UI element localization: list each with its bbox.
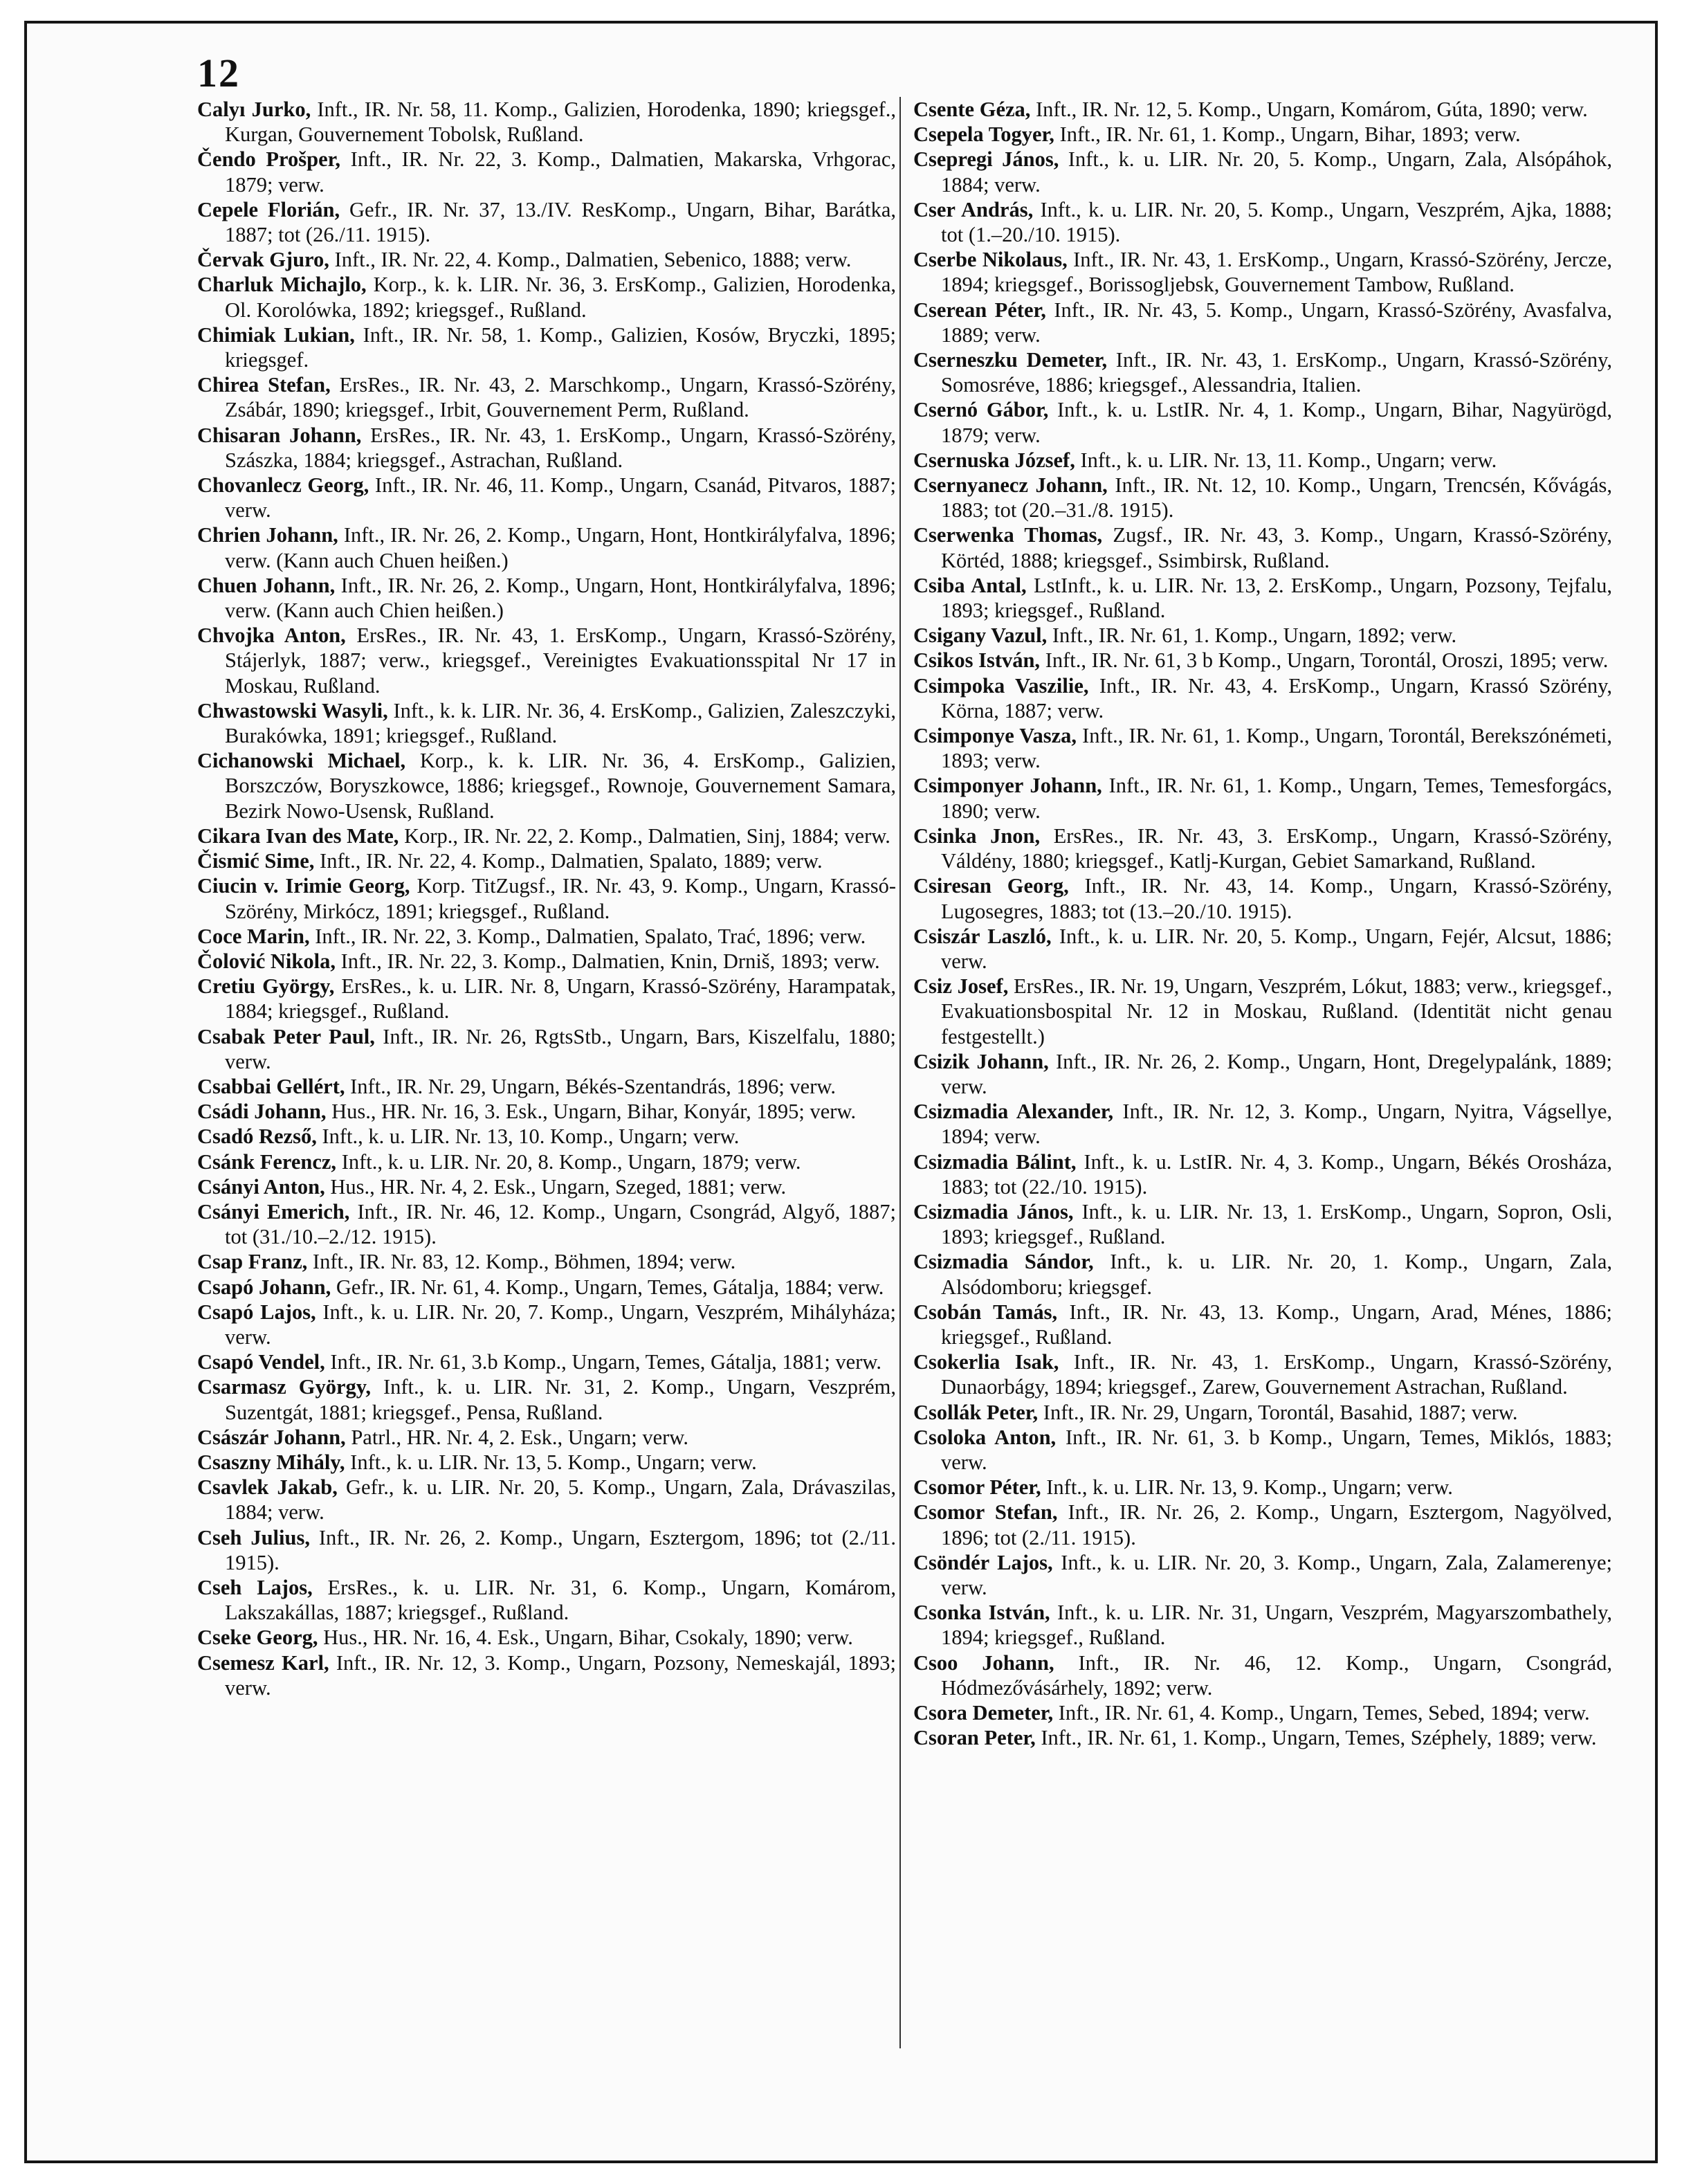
list-entry	[913, 1149, 1612, 1199]
entry-name: Cseh Julius,	[197, 1525, 310, 1549]
entry-name: Csaszny Mihály,	[197, 1450, 345, 1474]
list-entry	[197, 1425, 896, 1450]
list-entry	[197, 272, 896, 322]
entry-name: Csomor Péter,	[913, 1475, 1041, 1500]
entry-name: Csapó Lajos,	[197, 1300, 316, 1324]
entry-name: Chimiak Lukian,	[197, 322, 355, 347]
list-entry	[913, 97, 1612, 122]
list-entry	[197, 1074, 896, 1099]
entry-name: Csizmadia János,	[913, 1199, 1074, 1223]
list-entry	[197, 473, 896, 522]
entry-details: ErsRes., k. u. LIR. Nr. 8, Ungarn, Krassó-Szörény, Harampatak, 1884; kriegsgef., Rußland.	[225, 974, 896, 1023]
entry-name: Chrien Johann,	[197, 523, 338, 547]
entry-details: Inft., IR. Nr. 61, 1. Komp., Ungarn, Torontál, Berekszónémeti, 1893; verw.	[941, 724, 1612, 773]
entry-details: Inft., IR. Nr. 46, 12. Komp., Ungarn, Csongrád, Algyő, 1887; tot (31./10.–2./12. 1915).	[225, 1199, 896, 1249]
entry-name: Csoran Peter,	[913, 1726, 1036, 1750]
entry-details: Inft., IR. Nr. 29, Ungarn, Torontál, Basahid, 1887; verw.	[1038, 1400, 1518, 1424]
entry-details: ErsRes., IR. Nr. 43, 1. ErsKomp., Ungarn, Krassó-Szörény, Stájerlyk, 1887; verw., kriegsgef., Vereinigtes Evakuationsspital Nr 17 in Moskau, Rußland.	[225, 624, 896, 698]
entry-name: Csavlek Jakab,	[197, 1475, 338, 1500]
entry-details: Inft., k. u. LIR. Nr. 20, 5. Komp., Ungarn, Fejér, Alcsut, 1886; verw.	[941, 924, 1612, 973]
entry-name: Csádi Johann,	[197, 1100, 327, 1124]
entry-details: Inft., k. u. LIR. Nr. 31, Ungarn, Veszprém, Magyarszombathely, 1894; kriegsgef., Rußland.	[941, 1601, 1612, 1650]
list-entry	[913, 1349, 1612, 1399]
list-entry	[913, 122, 1612, 147]
list-entry	[197, 247, 896, 272]
entry-details: Inft., IR. Nr. 43, 13. Komp., Ungarn, Arad, Ménes, 1886; kriegsgef., Rußland.	[941, 1300, 1612, 1349]
right-column	[913, 97, 1612, 1750]
list-entry	[913, 1725, 1612, 1750]
entry-details: Inft., IR. Nr. 43, 1. ErsKomp., Ungarn, Krassó-Szörény, Jercze, 1894; kriegsgef., Borissogljebsk, Gouvernement Tambow, Rußland.	[941, 248, 1612, 297]
column-divider	[899, 97, 901, 2048]
list-entry	[913, 448, 1612, 473]
entry-name: Csiszár Laszló,	[913, 924, 1052, 948]
entry-details: ErsRes., IR. Nr. 43, 1. ErsKomp., Ungarn, Krassó-Szörény, Szászka, 1884; kriegsgef., Astrachan, Rußland.	[225, 423, 896, 472]
list-entry	[197, 573, 896, 623]
entry-details: Inft., IR. Nr. 61, 3.b Komp., Ungarn, Temes, Gátalja, 1881; verw.	[324, 1350, 882, 1374]
list-entry	[913, 1650, 1612, 1700]
entry-name: Cseh Lajos,	[197, 1575, 313, 1599]
entry-name: Čolović Nikola,	[197, 949, 336, 973]
entry-name: Cretiu György,	[197, 974, 335, 999]
entry-name: Csiresan Georg,	[913, 874, 1069, 898]
entry-details: ErsRes., k. u. LIR. Nr. 31, 6. Komp., Ungarn, Komárom, Lakszakállas, 1887; kriegsgef., Rußland.	[225, 1575, 896, 1625]
entry-details: Hus., HR. Nr. 4, 2. Esk., Ungarn, Szeged, 1881; verw.	[324, 1174, 787, 1199]
entry-name: Cikara Ivan des Mate,	[197, 823, 399, 848]
entry-name: Csarmasz György,	[197, 1375, 371, 1399]
list-entry	[913, 347, 1612, 397]
list-entry	[913, 1475, 1612, 1500]
entry-details: Inft., IR. Nr. 22, 3. Komp., Dalmatien, Makarska, Vrhgorac, 1879; verw.	[225, 147, 896, 197]
entry-name: Csizik Johann,	[913, 1049, 1049, 1073]
entry-details: Inft., IR. Nr. 43, 1. ErsKomp., Ungarn, Krassó-Szörény, Somosréve, 1886; kriegsgef., Alessandria, Italien.	[941, 348, 1612, 397]
entry-details: Inft., k. u. LIR. Nr. 20, 7. Komp., Ungarn, Veszprém, Mihályháza; verw.	[225, 1300, 896, 1349]
entry-details: Inft., k. u. LIR. Nr. 20, 5. Komp., Ungarn, Zala, Alsópáhok, 1884; verw.	[941, 147, 1612, 197]
entry-details: Inft., IR. Nr. 58, 11. Komp., Galizien, Horodenka, 1890; kriegsgef., Kurgan, Gouvernement Tobolsk, Rußland.	[225, 98, 896, 147]
list-entry	[913, 823, 1612, 873]
entry-details: Inft., k. u. LstIR. Nr. 4, 1. Komp., Ungarn, Bihar, Nagyürögd, 1879; verw.	[941, 398, 1612, 447]
entry-details: Korp. TitZugsf., IR. Nr. 43, 9. Komp., Ungarn, Krassó-Szörény, Mirkócz, 1891; kriegsgef., Rußland.	[225, 874, 896, 923]
list-entry	[197, 1374, 896, 1424]
entry-name: Csöndér Lajos,	[913, 1550, 1053, 1574]
list-entry	[197, 1300, 896, 1349]
list-entry	[913, 648, 1612, 673]
list-entry	[197, 322, 896, 372]
entry-name: Csapó Vendel,	[197, 1350, 325, 1374]
entry-name: Cseke Georg,	[197, 1626, 318, 1650]
list-entry	[913, 1425, 1612, 1475]
entry-name: Cser András,	[913, 197, 1034, 221]
entry-name: Csimponyer Johann,	[913, 774, 1102, 798]
entry-name: Csernuska József,	[913, 448, 1075, 472]
entry-details: Inft., k. u. LIR. Nr. 31, 2. Komp., Ungarn, Veszprém, Suzentgát, 1881; kriegsgef., Pensa, Rußland.	[225, 1375, 896, 1424]
entry-name: Csoloka Anton,	[913, 1425, 1057, 1449]
list-entry	[913, 673, 1612, 723]
list-entry	[197, 873, 896, 923]
entry-details: ErsRes., IR. Nr. 43, 2. Marschkomp., Ungarn, Krassó-Szörény, Zsábár, 1890; kriegsgef., Irbit, Gouvernement Perm, Rußland.	[225, 373, 896, 422]
entry-name: Csányi Anton,	[197, 1174, 325, 1199]
entry-details: Hus., HR. Nr. 16, 4. Esk., Ungarn, Bihar, Csokaly, 1890; verw.	[318, 1626, 853, 1650]
list-entry	[913, 1099, 1612, 1149]
entry-name: Cserbe Nikolaus,	[913, 248, 1068, 272]
list-entry	[913, 1550, 1612, 1600]
entry-details: Patrl., HR. Nr. 4, 2. Esk., Ungarn; verw.	[345, 1425, 688, 1449]
entry-name: Červak Gjuro,	[197, 248, 329, 272]
list-entry	[197, 949, 896, 974]
entry-details: Inft., IR. Nr. 26, 2. Komp., Ungarn, Esztergom, 1896; tot (2./11. 1915).	[225, 1525, 897, 1574]
entry-details: Inft., IR. Nr. 43, 1. ErsKomp., Ungarn, Krassó-Szörény, Dunaorbágy, 1894; kriegsgef., Zarew, Gouvernement Astrachan, Rußland.	[941, 1350, 1612, 1399]
list-entry	[913, 623, 1612, 648]
entry-name: Csap Franz,	[197, 1250, 308, 1274]
list-entry	[197, 197, 896, 247]
entry-details: Inft., IR. Nr. 26, 2. Komp., Ungarn, Esztergom, Nagyölved, 1896; tot (2./11. 1915).	[941, 1500, 1612, 1549]
entry-name: Csepregi János,	[913, 147, 1059, 172]
entry-details: Inft., k. u. LIR. Nr. 13, 1. ErsKomp., Ungarn, Sopron, Osli, 1893; kriegsgef., Rußland.	[941, 1199, 1612, 1249]
entry-details: ErsRes., IR. Nr. 19, Ungarn, Veszprém, Lókut, 1883; verw., kriegsgef., Evakuationsbospital Nr. 12 in Moskau, Rußland. (Identität nicht genau festgestellt.)	[941, 974, 1612, 1048]
entry-name: Charluk Michajlo,	[197, 273, 367, 297]
list-entry	[913, 397, 1612, 447]
entry-name: Csabbai Gellért,	[197, 1074, 345, 1098]
list-entry	[197, 1174, 896, 1199]
page-number: 12	[197, 51, 240, 95]
list-entry	[197, 372, 896, 422]
entry-details: Inft., IR. Nr. 29, Ungarn, Békés-Szentandrás, 1896; verw.	[345, 1074, 837, 1098]
entry-details: Hus., HR. Nr. 16, 3. Esk., Ungarn, Bihar, Konyár, 1895; verw.	[326, 1100, 857, 1124]
entry-details: Korp., k. k. LIR. Nr. 36, 3. ErsKomp., Galizien, Horodenka, Ol. Korolówka, 1892; kriegsgef., Rußland.	[225, 273, 896, 322]
entry-details: Inft., IR. Nr. 61, 1. Komp., Ungarn, 1892; verw.	[1047, 624, 1457, 648]
list-entry	[197, 748, 896, 823]
left-column	[197, 97, 896, 1700]
entry-name: Csigany Vazul,	[913, 624, 1048, 648]
list-entry	[913, 1249, 1612, 1299]
entry-details: Inft., IR. Nr. 61, 1. Komp., Ungarn, Bihar, 1893; verw.	[1054, 122, 1521, 147]
list-entry	[197, 698, 896, 748]
entry-details: Inft., IR. Nr. 61, 4. Komp., Ungarn, Temes, Sebed, 1894; verw.	[1053, 1701, 1590, 1725]
entry-details: Inft., k. u. LIR. Nr. 13, 5. Komp., Ungarn; verw.	[345, 1450, 757, 1474]
entry-name: Csizmadia Sándor,	[913, 1250, 1094, 1274]
entry-details: LstInft., k. u. LIR. Nr. 13, 2. ErsKomp., Ungarn, Pozsony, Tejfalu, 1893; kriegsgef., Rußland.	[941, 573, 1612, 623]
list-entry	[197, 1099, 896, 1124]
entry-details: Inft., IR. Nr. 22, 4. Komp., Dalmatien, Spalato, 1889; verw.	[314, 849, 823, 873]
list-entry	[197, 848, 896, 873]
entry-name: Cserean Péter,	[913, 298, 1046, 322]
list-entry	[913, 1400, 1612, 1425]
entry-details: Inft., IR. Nr. 46, 11. Komp., Ungarn, Csanád, Pitvaros, 1887; verw.	[225, 473, 896, 522]
entry-name: Csizmadia Alexander,	[913, 1100, 1114, 1124]
entry-details: Inft., IR. Nr. 61, 1. Komp., Ungarn, Temes, Széphely, 1889; verw.	[1035, 1726, 1597, 1750]
entry-details: Inft., IR. Nr. 26, 2. Komp., Ungarn, Hont, Hontkirályfalva, 1896; verw. (Kann auch Chuen heißen.)	[225, 523, 896, 572]
entry-details: Inft., IR. Nt. 12, 10. Komp., Ungarn, Trencsén, Kővágás, 1883; tot (20.–31./8. 1915).	[941, 473, 1612, 522]
list-entry	[197, 147, 896, 197]
entry-name: Cepele Florián,	[197, 197, 340, 221]
entry-name: Csiba Antal,	[913, 573, 1027, 597]
list-entry	[913, 723, 1612, 773]
entry-name: Csollák Peter,	[913, 1400, 1039, 1424]
entry-details: Korp., k. k. LIR. Nr. 36, 4. ErsKomp., Galizien, Borszczów, Boryszkowce, 1886; kriegsgef., Rownoje, Gouvernement Samara, Bezirk Nowo-Usensk, Rußland.	[225, 749, 896, 823]
entry-name: Čendo Prošper,	[197, 147, 341, 172]
entry-details: Inft., IR. Nr. 61, 3. b Komp., Ungarn, Temes, Miklós, 1883; verw.	[941, 1425, 1612, 1474]
entry-details: Gefr., IR. Nr. 61, 4. Komp., Ungarn, Temes, Gátalja, 1884; verw.	[331, 1275, 884, 1299]
entry-details: Korp., IR. Nr. 22, 2. Komp., Dalmatien, Sinj, 1884; verw.	[399, 823, 890, 848]
entry-name: Chirea Stefan,	[197, 373, 331, 397]
list-entry	[197, 623, 896, 698]
list-entry	[197, 1124, 896, 1149]
entry-details: Inft., k. u. LIR. Nr. 13, 10. Komp., Ungarn; verw.	[316, 1125, 740, 1149]
entry-name: Cichanowski Michael,	[197, 749, 406, 773]
list-entry	[197, 97, 896, 147]
entry-name: Csányi Emerich,	[197, 1199, 350, 1223]
entry-details: Inft., k. u. LIR. Nr. 13, 11. Komp., Ungarn; verw.	[1075, 448, 1497, 472]
entry-name: Csimponye Vasza,	[913, 724, 1077, 748]
list-entry	[913, 974, 1612, 1049]
entry-name: Csadó Rezső,	[197, 1125, 317, 1149]
list-entry	[913, 573, 1612, 623]
list-entry	[913, 1700, 1612, 1725]
entry-details: Gefr., IR. Nr. 37, 13./IV. ResKomp., Ungarn, Bihar, Barátka, 1887; tot (26./11. 1915).	[225, 197, 896, 247]
list-entry	[197, 1024, 896, 1074]
list-entry	[197, 1450, 896, 1475]
entry-name: Csoo Johann,	[913, 1650, 1054, 1675]
entry-name: Csapó Johann,	[197, 1275, 331, 1299]
entry-details: Inft., IR. Nr. 22, 3. Komp., Dalmatien, Knin, Drniš, 1893; verw.	[335, 949, 880, 973]
entry-details: Inft., IR. Nr. 43, 5. Komp., Ungarn, Krassó-Szörény, Avasfalva, 1889; verw.	[941, 298, 1612, 347]
list-entry	[913, 873, 1612, 923]
entry-details: Inft., IR. Nr. 46, 12. Komp., Ungarn, Csongrád, Hódmezővásárhely, 1892; verw.	[941, 1650, 1612, 1700]
list-entry	[913, 473, 1612, 522]
entry-details: Inft., k. u. LIR. Nr. 20, 1. Komp., Ungarn, Zala, Alsódomboru; kriegsgef.	[941, 1250, 1612, 1299]
entry-name: Cserwenka Thomas,	[913, 523, 1103, 547]
list-entry	[913, 1199, 1612, 1249]
entry-name: Chvojka Anton,	[197, 624, 346, 648]
entry-name: Csinka Jnon,	[913, 823, 1041, 848]
list-entry	[913, 298, 1612, 347]
entry-details: Inft., IR. Nr. 12, 3. Komp., Ungarn, Nyitra, Vágsellye, 1894; verw.	[941, 1100, 1612, 1149]
entry-name: Csomor Stefan,	[913, 1500, 1058, 1525]
entry-details: Inft., IR. Nr. 61, 1. Komp., Ungarn, Temes, Temesforgács, 1890; verw.	[941, 774, 1612, 823]
entry-name: Csánk Ferencz,	[197, 1149, 337, 1174]
list-entry	[913, 522, 1612, 572]
entry-details: Gefr., k. u. LIR. Nr. 20, 5. Komp., Ungarn, Zala, Drávaszilas, 1884; verw.	[225, 1475, 897, 1525]
entry-name: Chovanlecz Georg,	[197, 473, 369, 498]
entry-name: Csikos István,	[913, 648, 1041, 673]
entry-details: Inft., k. u. LIR. Nr. 13, 9. Komp., Ungarn; verw.	[1041, 1475, 1453, 1500]
list-entry	[197, 522, 896, 572]
entry-name: Csernó Gábor,	[913, 398, 1049, 422]
list-entry	[913, 197, 1612, 247]
entry-name: Calyı Jurko,	[197, 98, 311, 121]
entry-name: Ciucin v. Irimie Georg,	[197, 874, 410, 898]
entry-name: Coce Marin,	[197, 924, 310, 948]
entry-details: Inft., IR. Nr. 22, 4. Komp., Dalmatien, Sebenico, 1888; verw.	[329, 248, 852, 272]
list-entry	[197, 423, 896, 473]
entry-details: Inft., IR. Nr. 12, 5. Komp., Ungarn, Komárom, Gúta, 1890; verw.	[1030, 98, 1588, 121]
list-entry	[197, 1475, 896, 1525]
entry-name: Császár Johann,	[197, 1425, 346, 1449]
entry-details: Inft., IR. Nr. 26, 2. Komp., Ungarn, Hont, Dregelypalánk, 1889; verw.	[941, 1049, 1613, 1098]
list-entry	[913, 924, 1612, 974]
entry-details: Inft., k. u. LstIR. Nr. 4, 3. Komp., Ungarn, Békés Orosháza, 1883; tot (22./10. 1915).	[941, 1149, 1612, 1199]
list-entry	[913, 1500, 1612, 1549]
entry-name: Csonka István,	[913, 1601, 1050, 1625]
list-entry	[197, 924, 896, 949]
entry-name: Čismić Sime,	[197, 849, 315, 873]
entry-details: Inft., IR. Nr. 43, 14. Komp., Ungarn, Krassó-Szörény, Lugosegres, 1883; tot (13.–20./10. 1915).	[941, 874, 1612, 923]
list-entry	[197, 1249, 896, 1274]
entry-details: Inft., k. u. LIR. Nr. 20, 8. Komp., Ungarn, 1879; verw.	[336, 1149, 801, 1174]
list-entry	[913, 147, 1612, 197]
entry-name: Csepela Togyer,	[913, 122, 1054, 147]
entry-details: Inft., IR. Nr. 26, 2. Komp., Ungarn, Hont, Hontkirályfalva, 1896; verw. (Kann auch Chien heißen.)	[225, 573, 896, 623]
entry-name: Chwastowski Wasyli,	[197, 698, 388, 722]
entry-details: Inft., IR. Nr. 61, 3 b Komp., Ungarn, Torontál, Oroszi, 1895; verw.	[1040, 648, 1609, 673]
entry-name: Cserneszku Demeter,	[913, 348, 1108, 372]
entry-details: Inft., IR. Nr. 58, 1. Komp., Galizien, Kosów, Bryczki, 1895; kriegsgef.	[225, 322, 897, 372]
entry-name: Chuen Johann,	[197, 573, 336, 597]
entry-details: Inft., IR. Nr. 22, 3. Komp., Dalmatien, Spalato, Trać, 1896; verw.	[309, 924, 866, 948]
entry-details: Inft., IR. Nr. 12, 3. Komp., Ungarn, Pozsony, Nemeskajál, 1893; verw.	[225, 1650, 896, 1700]
list-entry	[197, 1275, 896, 1300]
entry-details: Inft., k. u. LIR. Nr. 20, 3. Komp., Ungarn, Zala, Zalamerenye; verw.	[941, 1550, 1612, 1599]
entry-name: Csernyanecz Johann,	[913, 473, 1108, 498]
list-entry	[913, 773, 1612, 823]
entry-name: Csabak Peter Paul,	[197, 1024, 375, 1048]
list-entry	[197, 1525, 896, 1575]
entry-name: Csemesz Karl,	[197, 1650, 329, 1675]
entry-name: Csiz Josef,	[913, 974, 1009, 999]
list-entry	[197, 1575, 896, 1625]
list-entry	[913, 1049, 1612, 1099]
entry-details: Inft., k. k. LIR. Nr. 36, 4. ErsKomp., Galizien, Zaleszczyki, Burakówka, 1891; kriegsgef., Rußland.	[225, 698, 896, 748]
entry-details: Inft., IR. Nr. 43, 4. ErsKomp., Ungarn, Krassó Szörény, Körna, 1887; verw.	[941, 673, 1612, 722]
list-entry	[197, 823, 896, 848]
list-entry	[197, 1149, 896, 1174]
list-entry	[913, 247, 1612, 297]
list-entry	[913, 1300, 1612, 1349]
entry-name: Csokerlia Isak,	[913, 1350, 1059, 1374]
entry-name: Chisaran Johann,	[197, 423, 362, 447]
list-entry	[197, 1625, 896, 1650]
entry-details: Inft., k. u. LIR. Nr. 20, 5. Komp., Ungarn, Veszprém, Ajka, 1888; tot (1.–20./10. 1915).	[941, 197, 1612, 247]
list-entry	[913, 1600, 1612, 1650]
entry-details: Inft., IR. Nr. 83, 12. Komp., Böhmen, 1894; verw.	[307, 1250, 736, 1274]
entry-details: Inft., IR. Nr. 26, RgtsStb., Ungarn, Bars, Kiszelfalu, 1880; verw.	[225, 1024, 896, 1073]
list-entry	[197, 1349, 896, 1374]
entry-details: Zugsf., IR. Nr. 43, 3. Komp., Ungarn, Krassó-Szörény, Körtéd, 1888; kriegsgef., Ssimbirsk, Rußland.	[941, 523, 1612, 572]
entry-name: Csizmadia Bálint,	[913, 1149, 1077, 1174]
entry-name: Csobán Tamás,	[913, 1300, 1058, 1324]
list-entry	[197, 1650, 896, 1700]
entry-name: Csente Géza,	[913, 98, 1031, 121]
entry-details: ErsRes., IR. Nr. 43, 3. ErsKomp., Ungarn, Krassó-Szörény, Váldény, 1880; kriegsgef., Katlj-Kurgan, Gebiet Samarkand, Rußland.	[941, 823, 1612, 873]
entry-name: Csimpoka Vaszilie,	[913, 673, 1089, 698]
entry-name: Csora Demeter,	[913, 1701, 1054, 1725]
list-entry	[197, 1199, 896, 1249]
list-entry	[197, 974, 896, 1023]
